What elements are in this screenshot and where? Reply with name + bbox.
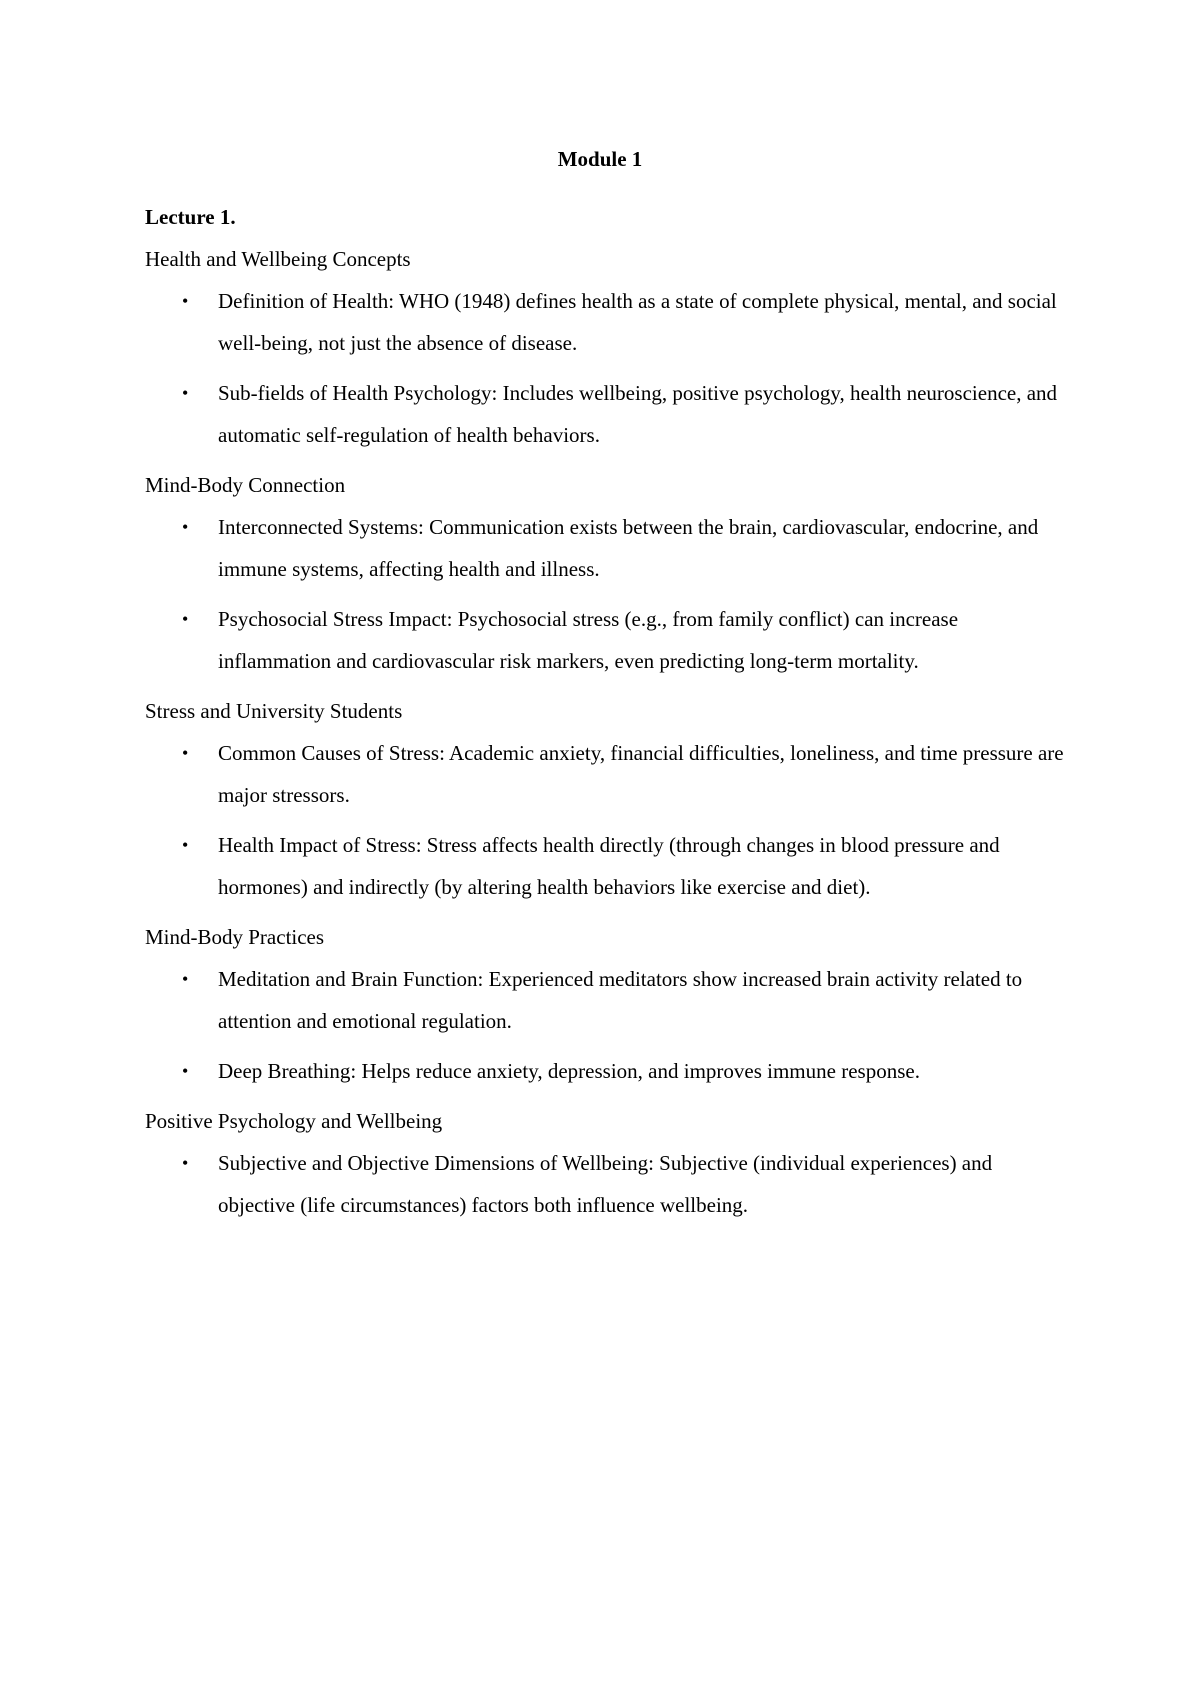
bullet-icon: • [182,1061,189,1081]
section-title: Health and Wellbeing Concepts [145,247,411,271]
bullet-icon: • [182,383,189,403]
bullet-list [145,280,1065,456]
bullet-list [145,1142,1065,1226]
section-mind-body-practices [145,924,1065,1092]
list-item-text: Meditation and Brain Function: Experienced meditators show increased brain activity related to attention and emotional regulation. [218,967,1023,1033]
section-positive-psychology-wellbeing [145,1108,1065,1226]
bullet-list [145,958,1065,1092]
list-item [145,280,1065,364]
module-title: Module 1 [557,147,643,171]
list-item [145,1050,1065,1092]
bullet-list [145,732,1065,908]
section-title: Mind-Body Connection [145,473,346,497]
section-stress-university-students [145,698,1065,908]
bullet-icon: • [182,517,189,537]
bullet-list [145,506,1065,682]
section-title: Stress and University Students [145,699,403,723]
list-item-text: Deep Breathing: Helps reduce anxiety, depression, and improves immune response. [218,1059,920,1083]
list-item-text: Interconnected Systems: Communication exists between the brain, cardiovascular, endocrine, and immune systems, affecting health and illness. [218,515,1039,581]
list-item-text: Subjective and Objective Dimensions of Wellbeing: Subjective (individual experiences) and objective (life circumstances) factors both influence wellbeing. [218,1151,993,1217]
list-item-text: Psychosocial Stress Impact: Psychosocial stress (e.g., from family conflict) can increase inflammation and cardiovascular risk markers, even predicting long-term mortality. [218,607,959,673]
list-item-text: Sub-fields of Health Psychology: Includes wellbeing, positive psychology, health neuroscience, and automatic self-regulation of health behaviors. [218,381,1058,447]
bullet-icon: • [182,743,189,763]
section-health-wellbeing-concepts [145,246,1065,456]
list-item-text: Definition of Health: WHO (1948) defines health as a state of complete physical, mental, and social well-being, not just the absence of disease. [218,289,1057,355]
list-item [145,824,1065,908]
section-title: Mind-Body Practices [145,925,325,949]
bullet-icon: • [182,969,189,989]
list-item-text: Health Impact of Stress: Stress affects health directly (through changes in blood pressure and hormones) and indirectly (by altering health behaviors like exercise and diet). [218,833,1000,899]
bullet-icon: • [182,609,189,629]
lecture-heading: Lecture 1. [145,205,236,229]
list-item [145,732,1065,816]
list-item [145,506,1065,590]
bullet-icon: • [182,291,189,311]
bullet-icon: • [182,835,189,855]
list-item-text: Common Causes of Stress: Academic anxiety, financial difficulties, loneliness, and time pressure are major stressors. [218,741,1064,807]
list-item [145,1142,1065,1226]
section-mind-body-connection [145,472,1065,682]
list-item [145,372,1065,456]
bullet-icon: • [182,1153,189,1173]
section-title: Positive Psychology and Wellbeing [145,1109,443,1133]
list-item [145,958,1065,1042]
document-body [145,204,1065,1242]
list-item [145,598,1065,682]
